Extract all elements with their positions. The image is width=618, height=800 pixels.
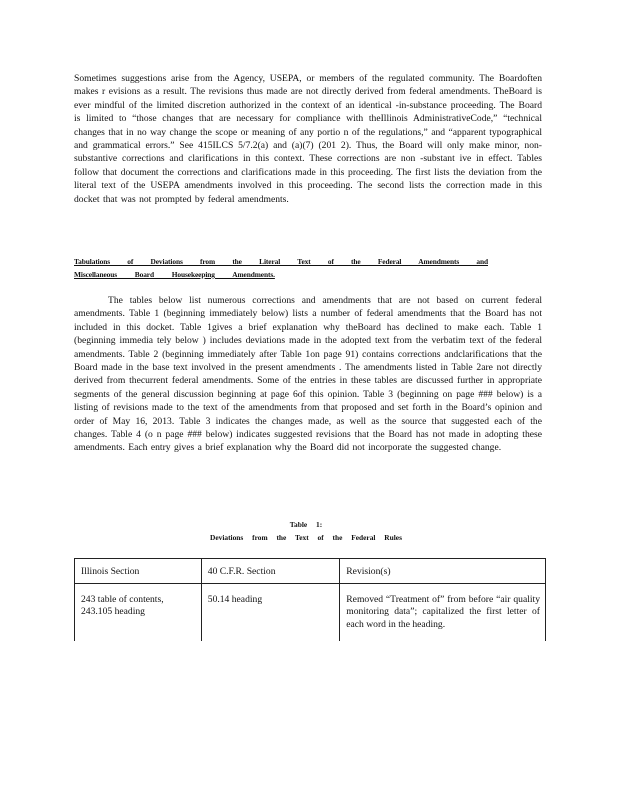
cell-illinois-section: 243 table of contents, 243.105 heading	[75, 583, 202, 641]
table-1-title-line-1: Table 1:	[289, 520, 323, 529]
cell-cfr-section: 50.14 heading	[201, 583, 340, 641]
deviations-table	[74, 558, 546, 641]
tables-explanation-paragraph: The tables below list numerous corrections and amendments that are not based on current federal amendments. Table 1 (beginning immediately below) lists a number of federal amendments that the Board has not included in this docket. Table 1gives a brief explanation why theBoard has declined to make each. Table 1 (beginning immedia tely below ) includes deviations made in the adopted text from the verbatim text of the federal amendments. Table 2 (beginning immediately after Table 1on page 91) contains corrections andclarifications that the Board made in the base text involved in the present amendments . The amendments listed in Table 2are not directly derived from thecurrent federal amendments. Some of the entries in these tables are discussed further in appropriate segments of the general discussion beginning at page 6of this opinion. Table 3 (beginning on page ### below) is a listing of revisions made to the text of the amendments from that proposed and set forth in the Board’s opinion and order of May 16, 2013. Table 3 indicates the changes made, as well as the source that suggested each of the changes. Table 4 (o n page ### below) indicates suggested revisions that the Board has not made in adopting these amendments. Each entry gives a brief explanation why the Board did not incorporate the suggested change.	[74, 295, 542, 454]
table-1-title	[190, 518, 422, 544]
header-revisions: Revision(s)	[340, 559, 546, 584]
table-header-row	[75, 559, 546, 584]
header-cfr-section: 40 C.F.R. Section	[201, 559, 340, 584]
header-illinois-section: Illinois Section	[75, 559, 202, 584]
table-1-title-line-2: Deviations from the Text of the Federal Rules	[210, 533, 402, 542]
cell-revision: Removed “Treatment of” from before “air quality monitoring data”; capitalized the first letter of each word in the heading.	[340, 583, 546, 641]
intro-paragraph: Sometimes suggestions arise from the Agency, USEPA, or members of the regulated community. The Boardoften makes r evisions as a result. The revisions thus made are not directly derived from federal amendments. TheBoard is ever mindful of the limited discretion authorized in the context of an identical -in-substance proceeding. The Board is limited to “those changes that are necessary for compliance with theIllinois AdministrativeCode,” “technical changes that in no way change the scope or meaning of any portio n of the regulations,” and “apparent typographical and grammatical errors.” See 415ILCS 5/7.2(a) and (a)(7) (201 2). Thus, the Board will only make minor, non-substantive corrections and clarifications in this context. These corrections are non -substant ive in effect. Tables follow that document the corrections and clarifications made in this proceeding. The first lists the deviation from the literal text of the USEPA amendments involved in this proceeding. The second lists the correction made in this docket that was not prompted by federal amendments.	[74, 73, 542, 205]
section-heading-line-2: Miscellaneous Board Housekeeping Amendments.	[74, 270, 275, 279]
section-heading	[74, 255, 488, 281]
table-row	[75, 583, 546, 641]
section-heading-line-1: Tabulations of Deviations from the Literal Text of the Federal Amendments and	[74, 257, 488, 266]
